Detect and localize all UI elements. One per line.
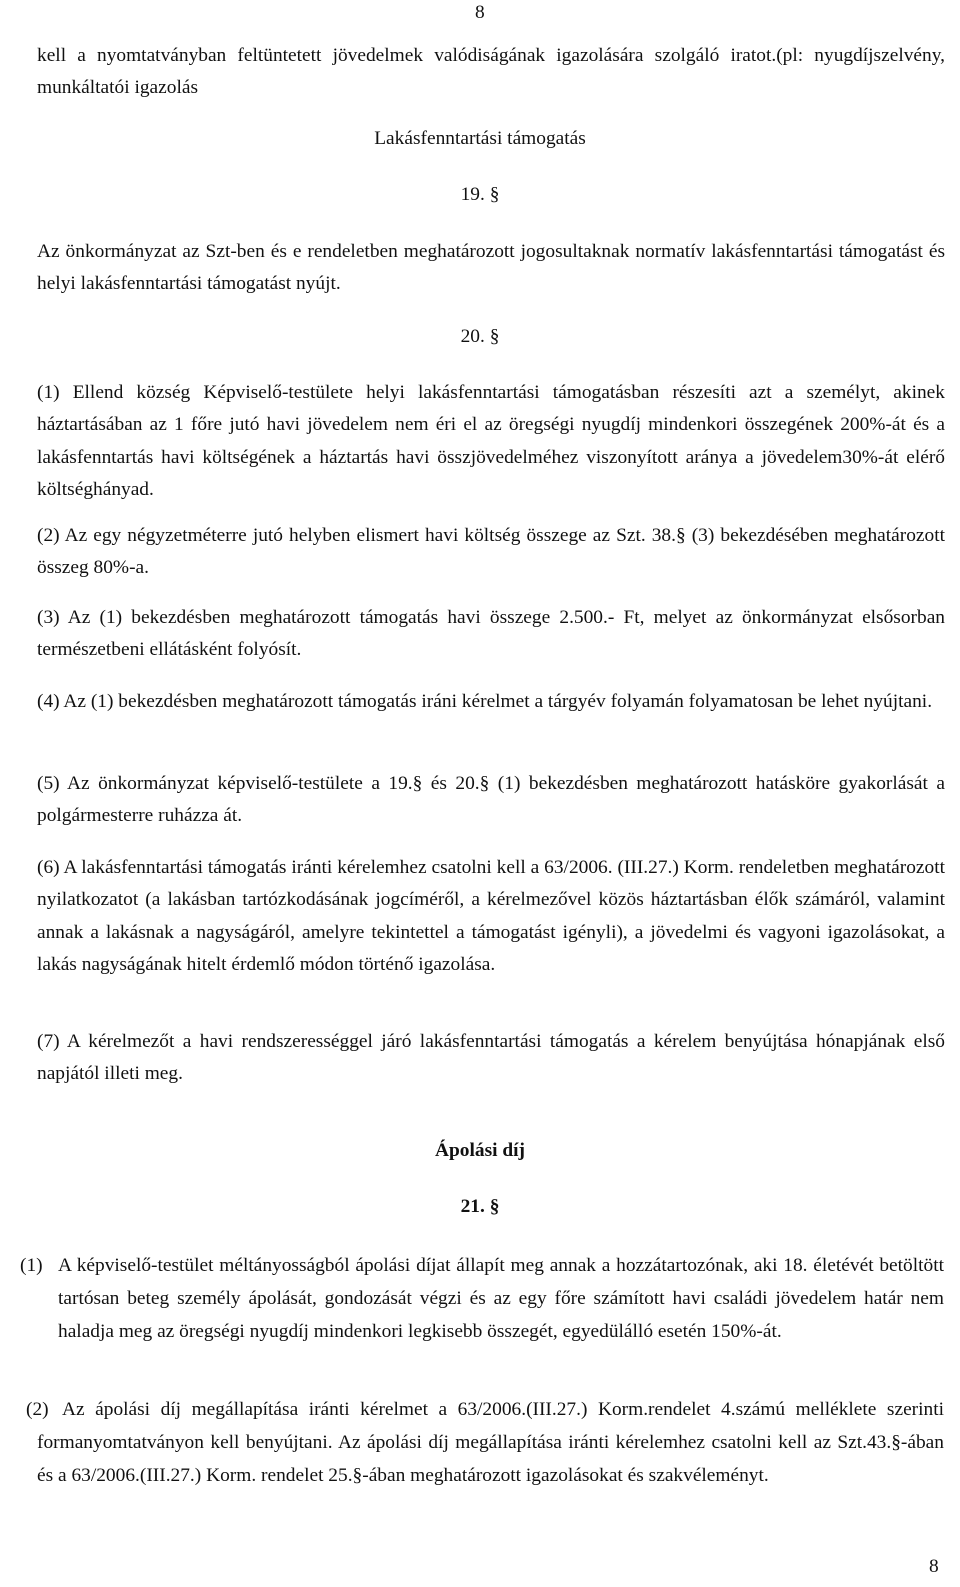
section-21-heading: 21. §	[460, 1196, 500, 1217]
paragraph-20-1: (1) Ellend község Képviselő-testülete helyi lakásfenntartási támogatásban részesíti azt a személyt, akinek háztartásában az 1 főre jutó havi jövedelem nem éri el az öregségi nyugdíj mindenkori összegének 200%-át és a lakásfenntartás havi költségének a háztartás havi összjövedelméhez viszonyított aránya a jövedelem30%-át elérő költséghányad.	[37, 382, 945, 500]
intro-paragraph: kell a nyomtatványban feltüntetett jövedelmek valódiságának igazolására szolgáló iratot.(pl: nyugdíjszelvény, munkáltatói igazolás	[37, 45, 945, 99]
paragraph-20-3: (3) Az (1) bekezdésben meghatározott támogatás havi összege 2.500.- Ft, melyet az önkormányzat elsősorban természetbeni ellátásként folyósít.	[37, 607, 945, 661]
paragraph-20-4: (4) Az (1) bekezdésben meghatározott támogatás iráni kérelmet a tárgyév folyamán folyamatosan be lehet nyújtani.	[37, 691, 933, 712]
section-19-heading: 19. §	[460, 184, 500, 205]
paragraph-21-1-number: (1)	[20, 1255, 43, 1276]
paragraph-21-2-text: Az ápolási díj megállapítása iránti kérelmet a 63/2006.(III.27.) Korm.rendelet 4.számú melléklete szerinti formanyomtatványon kell benyújtani. Az ápolási díj megállapítása iránti kérelemhez csatolni kell az Szt.43.§-ában és a 63/2006.(III.27.) Korm. rendelet 25.§-ában meghatározott igazolásokat és szakvéleményt.	[37, 1399, 944, 1486]
paragraph-21-2-number: (2)	[26, 1399, 49, 1420]
page-number-top: 8	[475, 2, 485, 23]
section-title-care: Ápolási díj	[435, 1140, 525, 1161]
page-number-bottom: 8	[929, 1556, 939, 1577]
paragraph-20-5: (5) Az önkormányzat képviselő-testülete a 19.§ és 20.§ (1) bekezdésben meghatározott hatásköre gyakorlását a polgármesterre ruházza át.	[37, 773, 945, 827]
paragraph-20-7: (7) A kérelmezőt a havi rendszerességgel járó lakásfenntartási támogatás a kérelem benyújtása hónapjának első napjától illeti meg.	[37, 1031, 945, 1085]
section-20-heading: 20. §	[460, 326, 500, 347]
paragraph-20-2: (2) Az egy négyzetméterre jutó helyben elismert havi költség összege az Szt. 38.§ (3) bekezdésében meghatározott összeg 80%-a.	[37, 525, 945, 579]
section-title-housing: Lakásfenntartási támogatás	[374, 128, 586, 149]
paragraph-21-1-text: A képviselő-testület méltányosságból ápolási díjat állapít meg annak a hozzátartozónak, aki 18. életévét betöltött tartósan beteg személy ápolását, gondozását végzi és az egy főre számított havi családi jövedelem határ nem haladja meg az öregségi nyugdíj mindenkori legkisebb összegét, egyedülálló esetén 150%-át.	[58, 1255, 944, 1342]
paragraph-20-6: (6) A lakásfenntartási támogatás iránti kérelemhez csatolni kell a 63/2006. (III.27.) Korm. rendeletben meghatározott nyilatkozatot (a lakásban tartózkodásának jogcíméről, a kérelmezővel közös háztartásban élők számáról, valamint annak a lakásnak a nagyságáról, amelyre tekintettel a támogatást igényli), a jövedelmi és vagyoni igazolásokat, a lakás nagyságának hitelt érdemlő módon történő igazolása.	[37, 857, 945, 975]
section-19-text: Az önkormányzat az Szt-ben és e rendeletben meghatározott jogosultaknak normatív lakásfenntartási támogatást és helyi lakásfenntartási támogatást nyújt.	[37, 241, 945, 295]
